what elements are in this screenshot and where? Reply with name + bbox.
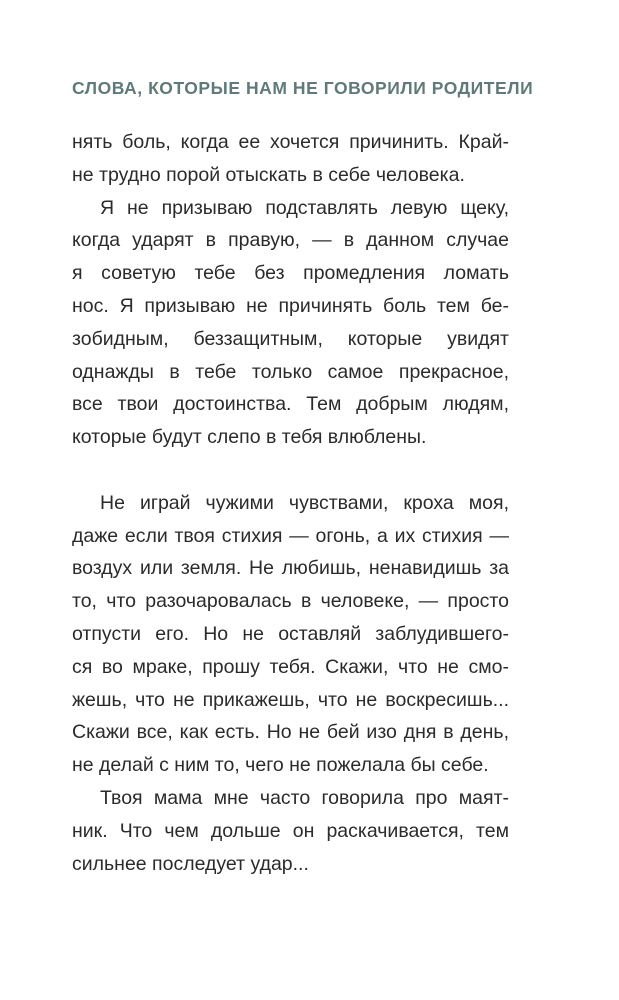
text-line: сильнее последует удар...	[72, 852, 309, 875]
text-line: нос. Я призываю не причинять боль тем бе-	[72, 294, 509, 317]
text-line: зобидным, беззащитным, которые увидят	[72, 327, 509, 350]
text-line: Я не призываю подставлять левую щеку,	[100, 196, 509, 219]
text-line: Не играй чужими чувствами, кроха моя,	[100, 491, 509, 514]
text-line: воздух или земля. Не любишь, ненавидишь за	[72, 557, 509, 580]
text-line: нять боль, когда ее хочется причинить. Край-	[72, 131, 509, 153]
text-line: ся во мраке, прошу тебя. Скажи, что не смо-	[72, 655, 509, 678]
body-text	[72, 126, 509, 880]
text-line: жешь, что не прикажешь, что не воскресишь...	[72, 688, 509, 711]
text-line: отпусти его. Но не оставляй заблудившего-	[72, 622, 509, 645]
running-header: СЛОВА, КОТОРЫЕ НАМ НЕ ГОВОРИЛИ РОДИТЕЛИ	[72, 78, 534, 98]
text-line: когда ударят в правую, — в данном случае	[72, 229, 509, 252]
text-line: то, что разочаровалась в человеке, — просто	[72, 590, 509, 613]
text-line: даже если твоя стихия — огонь, а их стихия —	[72, 524, 509, 547]
text-line: все твои достоинства. Тем добрым людям,	[72, 393, 509, 416]
text-line: ник. Что чем дольше он раскачивается, тем	[72, 819, 509, 842]
text-line: я советую тебе без промедления ломать	[72, 262, 509, 285]
text-line: которые будут слепо в тебя влюблены.	[72, 426, 427, 449]
text-line: не трудно порой отыскать в себе человека.	[72, 163, 465, 186]
text-line: не делай с ним то, чего не пожелала бы себе.	[72, 754, 489, 777]
text-line: Скажи все, как есть. Но не бей изо дня в день,	[72, 721, 509, 744]
text-line: однажды в тебе только самое прекрасное,	[72, 360, 509, 383]
text-line: Твоя мама мне часто говорила про маят-	[100, 786, 509, 809]
paragraph-gap	[72, 454, 509, 487]
